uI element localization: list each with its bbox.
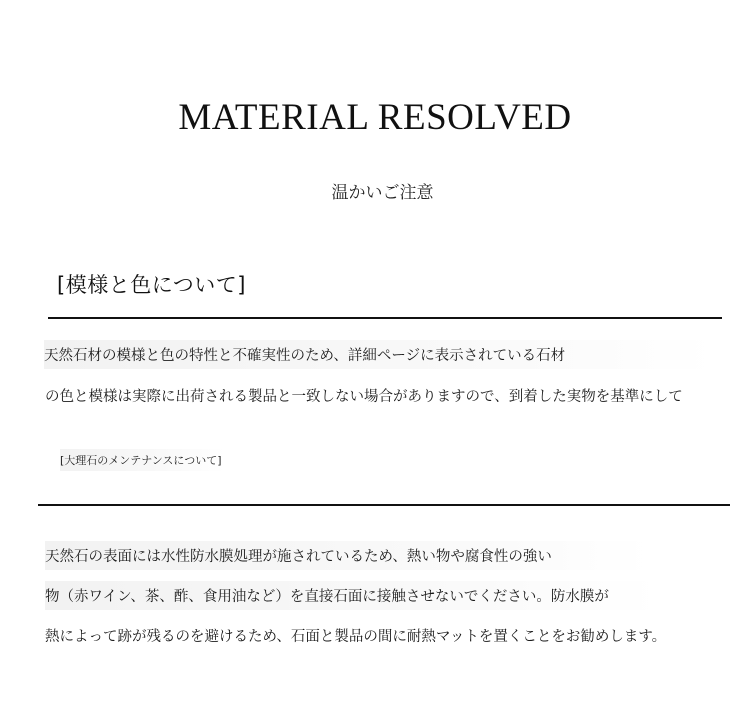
section-divider	[48, 317, 722, 319]
section-divider	[38, 504, 730, 506]
paragraph-line: 熱によって跡が残るのを避けるため、石面と製品の間に耐熱マットを置くことをお勧めします。	[45, 629, 667, 645]
section-heading-pattern-color: [模様と色について]	[57, 273, 246, 297]
page-subtitle: 温かいご注意	[331, 183, 434, 203]
paragraph-line: 物（赤ワイン、茶、酢、食用油など）を直接石面に接触させないでください。防水膜が	[45, 581, 659, 610]
paragraph-line: 天然石の表面には水性防水膜処理が施されているため、熱い物や腐食性の強い	[45, 541, 652, 570]
paragraph-line: の色と模様は実際に出荷される製品と一致しない場合がありますので、到着した実物を基準にして	[45, 389, 683, 405]
page-title: MATERIAL RESOLVED	[178, 97, 572, 138]
section-heading-marble-maintenance: [大理石のメンテナンスについて]	[60, 449, 225, 471]
paragraph-line: 天然石材の模様と色の特性と不確実性のため、詳細ページに表示されている石材	[44, 340, 715, 369]
